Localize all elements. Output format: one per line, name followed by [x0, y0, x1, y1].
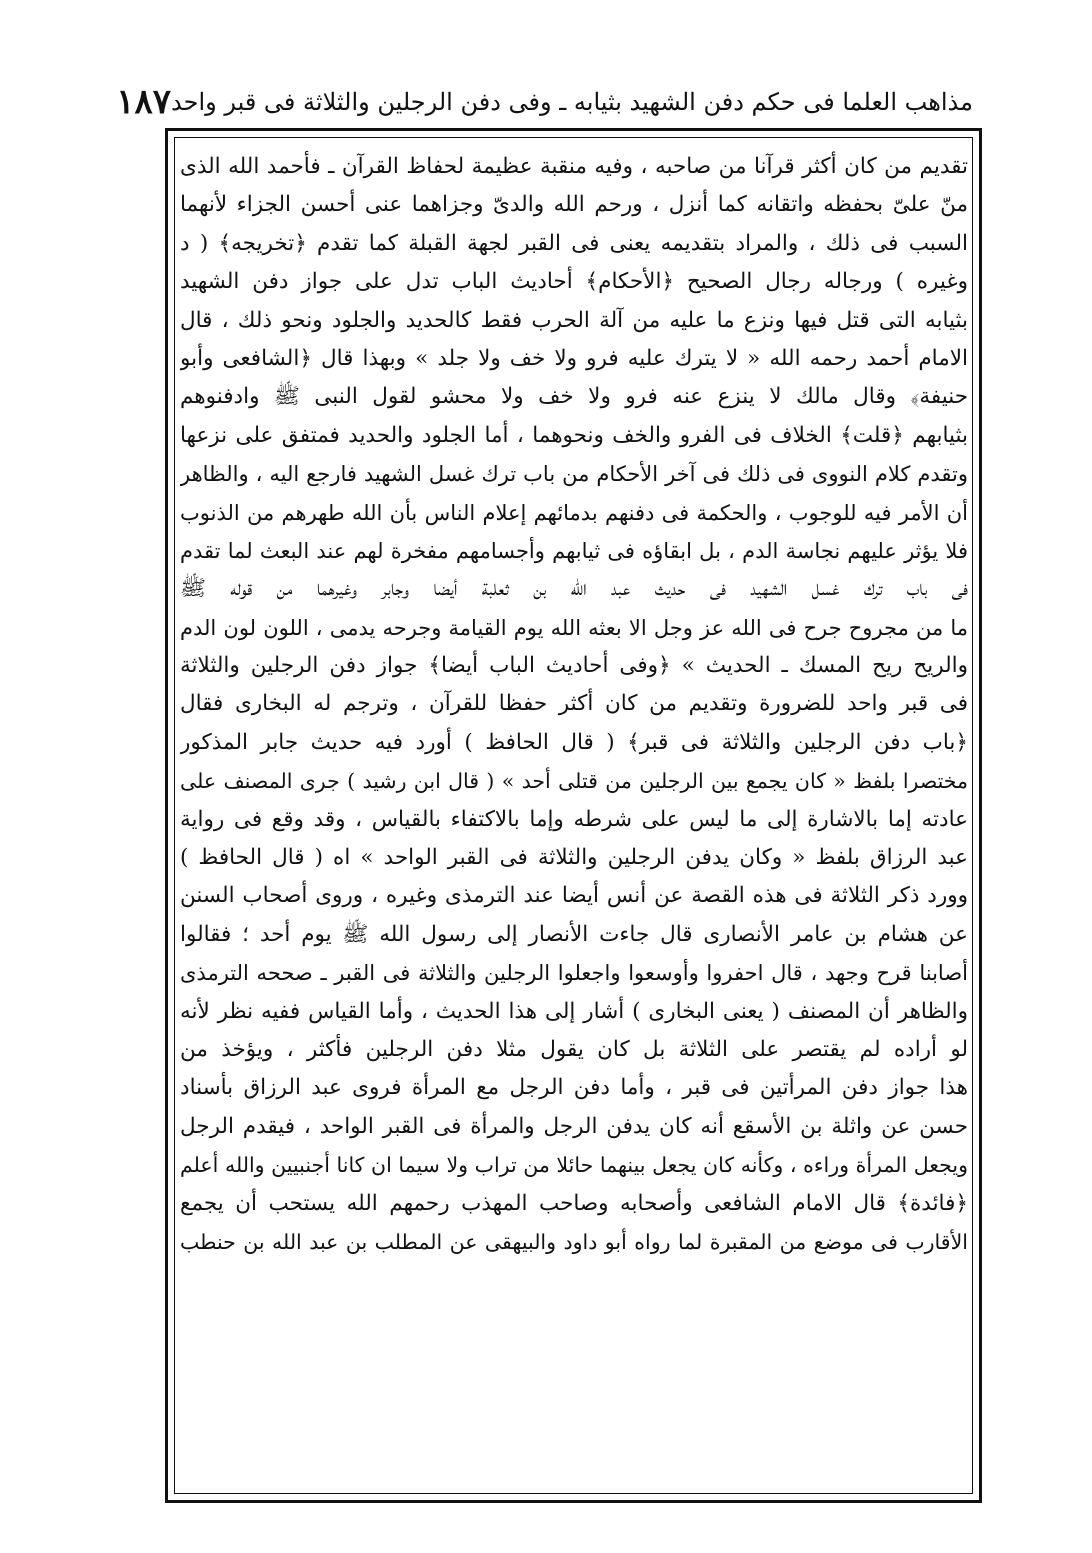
- text-line: حنيفة﴾ وقال مالك لا ينزع عنه فرو ولا خف ولا محشو لقول النبى ﷺ وادفنوهم: [180, 384, 968, 410]
- running-header: [116, 82, 973, 122]
- text-line: ﴿فائدة﴾ قال الامام الشافعى وأصحابه وصاحب المهذب رحمهم الله يستحب أن يجمع: [180, 1190, 968, 1216]
- text-line: الأقارب فى موضع من المقبرة لما رواه أبو داود والبيهقى عن المطلب بن عبد الله بن حنطب: [180, 1229, 968, 1254]
- text-line: عبد الرزاق بلفظ « وكان يدفن الرجلين والثلاثة فى القبر الواحد » اه ( قال الحافظ ): [180, 845, 968, 871]
- text-line: ما من مجروح جرح فى الله عز وجل الا بعثه الله يوم القيامة وجرحه يدمى ، اللون لون الدم: [180, 615, 968, 640]
- text-line: فلا يؤثر عليهم نجاسة الدم ، بل ابقاؤه فى ثيابهم وأجسامهم مفخرة لهم عند البعث لما تقدم: [180, 538, 968, 563]
- text-line: لو أراده لم يقتصر على الثلاثة بل كان يقول مثلا دفن الرجلين فأكثر ، ويؤخذ من: [180, 1036, 968, 1062]
- text-line: وغيره ) ورجاله رجال الصحيح ﴿الأحكام﴾ أحاديث الباب تدل على جواز دفن الشهيد: [180, 269, 968, 295]
- text-line: والريح ريح المسك ـ الحديث » ﴿وفى أحاديث الباب أيضا﴾ جواز دفن الرجلين والثلاثة: [180, 653, 968, 679]
- main-text: [180, 148, 968, 1493]
- text-line: عن هشام بن عامر الأنصارى قال جاءت الأنصار إلى رسول الله ﷺ يوم أحد ؛ فقالوا: [180, 921, 968, 947]
- text-line: فى قبر واحد للضرورة وتقديم من كان أكثر حفظا للقرآن ، وترجم له البخارى فقال: [180, 691, 968, 717]
- text-line: أصابنا قرح وجهد ، قال احفروا وأوسعوا واجعلوا الرجلين والثلاثة فى القبر ـ صححه الترمذى: [180, 961, 968, 986]
- text-line: تقديم من كان أكثر قرآنا من صاحبه ، وفيه منقبة عظيمة لحفاظ القرآن ـ فأحمد الله الذى: [180, 154, 968, 179]
- text-line: وورد ذكر الثلاثة فى هذه القصة عن أنس أيضا عند الترمذى وغيره ، وروى أصحاب السنن: [180, 883, 968, 909]
- page-number: ١٨٧: [116, 82, 172, 122]
- running-title: مذاهب العلما فى حكم دفن الشهيد بثيابه ـ وفى دفن الرجلين والثلاثة فى قبر واحد: [171, 88, 973, 116]
- text-line: حسن عن واثلة بن الأسقع أنه كان يدفن الرجل والمرأة فى القبر الواحد ، فيقدم الرجل: [180, 1113, 968, 1139]
- text-line: والظاهر أن المصنف ( يعنى البخارى ) أشار إلى هذا الحديث ، وأما القياس ففيه نظر لأنه: [180, 998, 968, 1024]
- text-line: مختصرا بلفظ « كان يجمع بين الرجلين من قتلى أحد » ( قال ابن رشيد ) جرى المصنف على: [180, 769, 968, 794]
- text-line: بثيابه التى قتل فيها ونزع ما عليه من آلة الحرب فقط كالحديد والجلود ونحو ذلك ، قال: [180, 307, 968, 333]
- text-line: أن الأمر فيه للوجوب ، والحكمة فى دفنهم بدمائهم إعلام الناس بأن الله طهرهم من الذنوب: [180, 500, 968, 525]
- text-line: ويجعل المرأة وراءه ، وكأنه كان يجعل بينهما حائلا من تراب ولا سيما ان كانا أجنبيين والله أعلم: [180, 1153, 968, 1178]
- text-line: الامام أحمد رحمه الله « لا يترك عليه فرو ولا خف ولا جلد » وبهذا قال ﴿الشافعى وأبو: [180, 345, 968, 371]
- text-line: فى باب ترك غسل الشهيد فى حديث عبد الله بن ثعلبة أيضا وجابر وغيرهما من قوله ﷺ: [180, 576, 968, 602]
- text-line: وتقدم كلام النووى فى ذلك فى آخر الأحكام من باب ترك غسل الشهيد فارجع اليه ، والظاهر: [180, 462, 968, 487]
- text-line: السبب فى ذلك ، والمراد بتقديمه يعنى فى القبر لجهة القبلة كما تقدم ﴿تخريجه﴾ ( د: [180, 230, 968, 256]
- text-line: هذا جواز دفن المرأتين فى قبر ، وأما دفن الرجل مع المرأة فروى عبد الرزاق بأسناد: [180, 1075, 968, 1101]
- text-line: بثيابهم ﴿قلت﴾ الخلاف فى الفرو والخف ونحوهما ، أما الجلود والحديد فمتفق على نزعها: [180, 422, 968, 448]
- text-line: منّ علىّ بحفظه واتقانه كما أنزل ، ورحم الله والدىّ وجزاهما عنى أحسن الجزاء لأنهما: [180, 192, 968, 218]
- text-line: عادته إما بالاشارة إلى ما ليس على شرطه وإما بالاكتفاء بالقياس ، وقد وقع فى رواية: [180, 806, 968, 832]
- text-line: ﴿باب دفن الرجلين والثلاثة فى قبر﴾ ( قال الحافظ ) أورد فيه حديث جابر المذكور: [180, 729, 968, 755]
